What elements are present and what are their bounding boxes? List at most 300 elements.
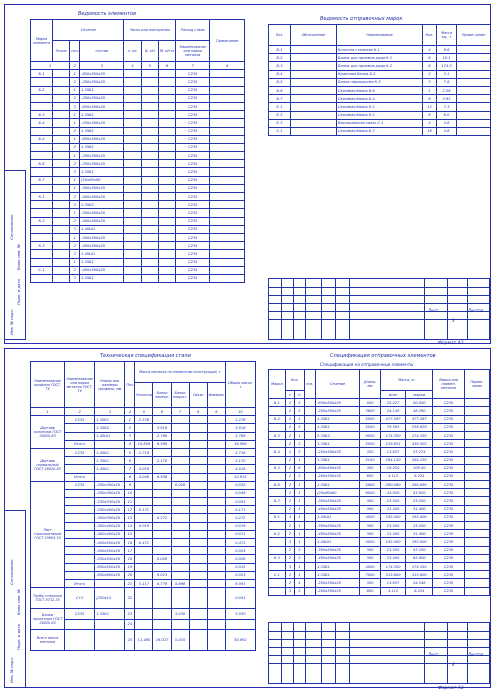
mass-each-cell: 192.000 xyxy=(381,513,406,521)
size-cell: -300x300x20 xyxy=(95,514,125,522)
t-cell: 1 xyxy=(285,415,294,423)
t-cell: 3 xyxy=(285,562,294,570)
note-cell xyxy=(210,119,245,127)
note-cell xyxy=(210,201,245,209)
pos-cell: 1 xyxy=(125,416,135,424)
metal-cell: С235 xyxy=(433,489,464,497)
empty-cell xyxy=(124,250,141,258)
table-row xyxy=(31,176,245,184)
n-cell: 1 xyxy=(295,481,304,489)
mark-cell: Б-2 xyxy=(269,415,286,423)
sketch-cell xyxy=(53,168,70,176)
mass-each-cell: 43.920 xyxy=(381,489,406,497)
mark-cell: Б-7 xyxy=(269,497,286,505)
section-cell: 1.35Б1 xyxy=(316,571,360,579)
note-cell xyxy=(210,160,245,168)
sketch-cell xyxy=(53,176,70,184)
empty-cell xyxy=(141,258,158,266)
qty-cell: 6 xyxy=(423,95,437,103)
columns-mass-cell: 10.859 xyxy=(135,440,153,448)
metal-cell: С235 xyxy=(433,554,464,562)
note-cell xyxy=(210,78,245,86)
metal-cell: С235 xyxy=(176,111,210,119)
columns-mass-cell: 0.471 xyxy=(135,539,153,547)
pos-cell: 2 xyxy=(70,94,80,102)
designation-cell xyxy=(291,54,337,62)
size-cell: [200x15 xyxy=(95,588,125,609)
mark-cell: Б-3 xyxy=(31,111,53,119)
metal-cell: С235 xyxy=(176,102,210,110)
metal-cell: С235 xyxy=(176,78,210,86)
empty-cell xyxy=(141,94,158,102)
total-mass-cell: 16.968 xyxy=(225,440,255,448)
n-cell: 1 xyxy=(295,489,304,497)
mass-each-cell: 23.550 xyxy=(381,546,406,554)
designation-cell xyxy=(291,78,337,86)
pos-cell xyxy=(304,456,316,464)
header-mark: Марка элемента xyxy=(31,20,53,62)
metal-cell: С235 xyxy=(176,70,210,78)
mass-each-cell: 4.112 xyxy=(381,587,406,595)
roof-mass-cell: 5.035 xyxy=(171,630,189,651)
length-cell: 300 xyxy=(360,497,381,505)
empty-cell xyxy=(207,481,225,489)
metal-cell: С235 xyxy=(176,86,210,94)
columns-mass-cell xyxy=(135,609,153,620)
table-row xyxy=(31,514,256,522)
empty-cell xyxy=(207,489,225,497)
pos-cell xyxy=(304,472,316,480)
header-cell: Приме-чание xyxy=(457,25,491,46)
pos-cell: 15 xyxy=(125,530,135,538)
length-cell: 600 xyxy=(360,587,381,595)
note-cell xyxy=(457,103,491,111)
length-cell: 4000 xyxy=(360,538,381,546)
length-cell: 300 xyxy=(360,554,381,562)
n-cell: 1 xyxy=(295,530,304,538)
mark-cell xyxy=(31,184,53,192)
header-row xyxy=(269,370,490,391)
length-cell: 9000 xyxy=(360,431,381,439)
qty-cell: 4 xyxy=(423,46,437,54)
pos-cell xyxy=(304,489,316,497)
profile-cell: Двутавр колонный ГОСТ 26020-83 xyxy=(31,416,65,449)
empty-cell xyxy=(141,184,158,192)
total-mass-cell: 0.019 xyxy=(225,522,255,530)
pos-cell: 25 xyxy=(125,630,135,651)
total-mass-cell: 2.276 xyxy=(225,416,255,424)
section-cell: 2.35Б2 xyxy=(80,201,124,209)
beams-mass-cell xyxy=(153,506,171,514)
metal-cell: С235 xyxy=(176,250,210,258)
metal-cell: С235 xyxy=(65,609,95,620)
header-count: Число или повторения xyxy=(124,20,176,41)
mass-each-cell: 174.350 xyxy=(381,431,406,439)
number-row xyxy=(31,408,256,416)
header-mass: Масса, кг xyxy=(381,370,433,391)
roof-mass-cell xyxy=(171,489,189,497)
metal-cell: С235 xyxy=(176,160,210,168)
pos-cell: 1 xyxy=(70,135,80,143)
empty-cell xyxy=(158,242,175,250)
mark-cell xyxy=(269,489,286,497)
metal-cell: С235 xyxy=(433,481,464,489)
table-row xyxy=(31,630,256,651)
column-number: 3 xyxy=(95,408,125,416)
mark-cell: С-1 xyxy=(269,571,286,579)
table-row xyxy=(269,54,491,62)
table-row xyxy=(31,78,245,86)
section-cell: 1.35Б1 xyxy=(80,274,124,282)
empty-cell xyxy=(124,266,141,274)
metal-cell xyxy=(65,522,95,530)
metal-cell: С235 xyxy=(176,119,210,127)
sketch-cell xyxy=(53,102,70,110)
mark-cell xyxy=(269,423,286,431)
mass-total-cell: 54.548 xyxy=(406,579,433,587)
subheader-sketch: Эскиз xyxy=(53,41,70,62)
section-cell: 1.35Б1 xyxy=(316,415,360,423)
length-cell: 7000 xyxy=(360,571,381,579)
length-cell: 600 xyxy=(360,472,381,480)
t-cell: 1 xyxy=(285,464,294,472)
n-cell: 1 xyxy=(295,431,304,439)
note-cell xyxy=(210,209,245,217)
beams-mass-cell xyxy=(153,609,171,620)
metal-cell xyxy=(65,514,95,522)
pos-cell: 13 xyxy=(125,514,135,522)
bracing-mass-cell xyxy=(189,555,207,563)
bracing-mass-cell xyxy=(189,579,207,587)
metal-cell: С235 xyxy=(433,513,464,521)
mass-total-cell: 62.800 xyxy=(406,554,433,562)
note-cell xyxy=(210,266,245,274)
profile-cell: Всего масса металла xyxy=(31,630,65,651)
qty-cell: 16 xyxy=(423,127,437,135)
total-mass-cell: 0.028 xyxy=(225,481,255,489)
size-cell: 1.40Ш1 xyxy=(95,432,125,440)
metal-cell: Итого xyxy=(65,473,95,481)
mark-cell xyxy=(31,258,53,266)
section-cell: -300x500x20 xyxy=(316,497,360,505)
table-row xyxy=(31,498,256,506)
table-row xyxy=(31,473,256,481)
length-cell: 6000 xyxy=(360,489,381,497)
name-cell: Вертикальная связь С-1 xyxy=(337,119,423,127)
t-cell: 1 xyxy=(285,497,294,505)
pos-cell xyxy=(304,464,316,472)
beams-mass-cell: 2.768 xyxy=(153,432,171,440)
table-row xyxy=(31,258,245,266)
pos-cell: 2 xyxy=(70,78,80,86)
metal-cell: Итого xyxy=(65,440,95,448)
columns-mass-cell xyxy=(135,481,153,489)
metal-cell xyxy=(65,457,95,465)
subheader-cell: Фахверк xyxy=(207,383,225,408)
bracing-mass-cell xyxy=(189,457,207,465)
table-row xyxy=(31,184,245,192)
empty-cell xyxy=(158,111,175,119)
pos-cell: 6 xyxy=(125,457,135,465)
column-number: 1 xyxy=(31,408,65,416)
table-row xyxy=(269,456,490,464)
metal-cell: С235 xyxy=(433,538,464,546)
empty-cell xyxy=(124,127,141,135)
metal-cell: С235 xyxy=(176,176,210,184)
bracing-mass-cell xyxy=(189,588,207,609)
n-cell: 1 xyxy=(295,571,304,579)
n-cell: 2 xyxy=(295,399,304,407)
mass-total-cell: 174.350 xyxy=(406,562,433,570)
number-row xyxy=(31,62,245,70)
pos-cell: 3 xyxy=(70,102,80,110)
table-row xyxy=(31,432,256,440)
n-cell: 2 xyxy=(295,440,304,448)
header-cell: Масса ед., т xyxy=(437,25,457,46)
sketch-cell xyxy=(53,233,70,241)
empty-cell xyxy=(141,233,158,241)
mass-each-cell: 477.267 xyxy=(381,415,406,423)
columns-mass-cell: 4.046 xyxy=(135,473,153,481)
mass-each-cell: 192.000 xyxy=(381,538,406,546)
mark-cell: С-1 xyxy=(31,266,53,274)
empty-cell xyxy=(158,258,175,266)
metal-cell xyxy=(65,571,95,579)
section-cell: -300x500x20 xyxy=(316,522,360,530)
pos-cell: 18 xyxy=(125,555,135,563)
empty-cell xyxy=(207,547,225,555)
note-cell xyxy=(464,489,489,497)
metal-cell: С235 xyxy=(176,217,210,225)
size-cell: -550x550x20 xyxy=(95,555,125,563)
size-cell xyxy=(95,579,125,587)
columns-mass-cell xyxy=(135,555,153,563)
pos-cell: Б-3 xyxy=(269,62,291,70)
empty-cell xyxy=(158,78,175,86)
header-length: Длина, мм xyxy=(360,370,381,399)
bracing-mass-cell xyxy=(189,465,207,473)
subheader-cell: н xyxy=(295,391,304,399)
metal-cell xyxy=(65,630,95,651)
designation-cell xyxy=(291,127,337,135)
roof-mass-cell xyxy=(171,563,189,571)
section-cell: -400x500x20 xyxy=(316,505,360,513)
empty-cell xyxy=(124,201,141,209)
bracing-mass-cell xyxy=(189,481,207,489)
section-cell: 1.35Б1 xyxy=(80,127,124,135)
empty-cell xyxy=(158,250,175,258)
table-row xyxy=(269,431,490,439)
beams-mass-cell: 0.026 xyxy=(153,555,171,563)
mark-cell xyxy=(31,94,53,102)
mark-cell xyxy=(269,505,286,513)
metal-cell: С235 xyxy=(433,431,464,439)
mark-cell: Б-6 xyxy=(269,481,286,489)
pos-cell: 3 xyxy=(125,432,135,440)
roof-mass-cell xyxy=(171,571,189,579)
mass-total-cell: 109.50 xyxy=(406,464,433,472)
bottom-left-table xyxy=(30,361,256,651)
table-row xyxy=(269,119,491,127)
table-row xyxy=(31,465,256,473)
empty-cell xyxy=(124,160,141,168)
mass-total-cell: 238.628 xyxy=(406,423,433,431)
table-row xyxy=(31,119,245,127)
note-cell xyxy=(210,176,245,184)
pos-cell: 7 xyxy=(125,465,135,473)
columns-mass-cell xyxy=(135,588,153,609)
mark-cell xyxy=(31,143,53,151)
columns-mass-cell xyxy=(135,498,153,506)
metal-cell: С235 xyxy=(176,242,210,250)
beams-mass-cell xyxy=(153,465,171,473)
columns-mass-cell xyxy=(135,514,153,522)
pos-cell: 21 xyxy=(125,579,135,587)
metal-cell: С235 xyxy=(176,184,210,192)
note-cell xyxy=(464,472,489,480)
bottom-side-label-3: Взам. инв. № xyxy=(16,589,21,615)
empty-cell xyxy=(124,70,141,78)
note-cell xyxy=(464,538,489,546)
qty-cell: 3 xyxy=(423,78,437,86)
empty-cell xyxy=(124,274,141,282)
column-number: 9 xyxy=(207,408,225,416)
pos-cell: 2 xyxy=(70,266,80,274)
metal-cell: С235 xyxy=(433,587,464,595)
top-title-block xyxy=(268,278,490,340)
t-cell: 1 xyxy=(285,448,294,456)
name-cell: Связевая балка Б-7 xyxy=(337,127,423,135)
beams-mass-cell: 0.776 xyxy=(153,579,171,587)
total-mass-cell: 0.011 xyxy=(225,530,255,538)
t-cell: 1 xyxy=(285,489,294,497)
pos-cell: 14 xyxy=(125,522,135,530)
t-cell: 3 xyxy=(285,513,294,521)
metal-cell: С235 xyxy=(176,274,210,282)
pos-cell: 1 xyxy=(70,70,80,78)
pos-cell: 11 xyxy=(125,498,135,506)
bracing-mass-cell xyxy=(189,563,207,571)
beams-mass-cell: 0.272 xyxy=(153,514,171,522)
designation-cell xyxy=(291,119,337,127)
column-number: 4 xyxy=(125,408,135,416)
n-cell: 1 xyxy=(295,513,304,521)
table-row xyxy=(31,547,256,555)
empty-cell xyxy=(207,440,225,448)
pos-cell: 8 xyxy=(125,473,135,481)
empty-cell xyxy=(207,465,225,473)
sketch-cell xyxy=(53,160,70,168)
subheader-metal: Наименование или марка металла xyxy=(176,41,210,62)
mass-each-cell: 24.140 xyxy=(381,407,406,415)
bracing-mass-cell xyxy=(189,609,207,620)
metal-cell xyxy=(65,547,95,555)
table-row xyxy=(269,513,490,521)
mark-cell xyxy=(31,209,53,217)
mass-total-cell: 31.400 xyxy=(406,530,433,538)
table-row xyxy=(269,415,490,423)
total-mass-cell: 2.768 xyxy=(225,432,255,440)
columns-mass-cell xyxy=(135,619,153,630)
table-row xyxy=(31,233,245,241)
roof-mass-cell xyxy=(171,473,189,481)
pos-cell: 1 xyxy=(70,233,80,241)
note-cell xyxy=(464,415,489,423)
note-cell xyxy=(464,562,489,570)
empty-cell xyxy=(141,201,158,209)
mark-cell xyxy=(31,233,53,241)
section-cell: 1.35Б1 xyxy=(80,143,124,151)
section-cell: 1.40Ш1 xyxy=(80,225,124,233)
column-number: 7 xyxy=(176,62,210,70)
pos-cell xyxy=(304,407,316,415)
mass-total-cell: 8.224 xyxy=(406,587,433,595)
pos-cell: 3 xyxy=(70,168,80,176)
empty-cell xyxy=(158,127,175,135)
mark-cell xyxy=(269,579,286,587)
subheader-composition: состав xyxy=(80,41,124,62)
n-cell: 2 xyxy=(295,554,304,562)
empty-cell xyxy=(124,193,141,201)
length-cell: 300 xyxy=(360,530,381,538)
empty-cell xyxy=(124,135,141,143)
section-cell: 1.35Б1 xyxy=(80,258,124,266)
empty-cell xyxy=(124,102,141,110)
metal-cell: С235 xyxy=(65,481,95,489)
table-row xyxy=(31,201,245,209)
note-cell xyxy=(210,152,245,160)
mass-total-cell: 47.100 xyxy=(406,546,433,554)
pos-cell: 10 xyxy=(125,489,135,497)
bottom-side-strip xyxy=(4,510,26,688)
metal-cell: С235 xyxy=(433,571,464,579)
pos-cell: 1 xyxy=(70,184,80,192)
metal-cell: С235 xyxy=(433,562,464,570)
columns-mass-cell: 2.276 xyxy=(135,416,153,424)
bracing-mass-cell xyxy=(189,489,207,497)
pos-cell: 1 xyxy=(70,86,80,94)
pos-cell: К-2 xyxy=(269,111,291,119)
sketch-cell xyxy=(53,94,70,102)
section-cell: 1.35Б1 xyxy=(80,168,124,176)
mass-cell: 10.1 xyxy=(437,54,457,62)
n-cell: 2 xyxy=(295,472,304,480)
empty-cell xyxy=(158,217,175,225)
t-cell: 2 xyxy=(285,530,294,538)
mark-cell xyxy=(269,522,286,530)
table-row xyxy=(31,571,256,579)
table-row xyxy=(31,457,256,465)
metal-cell: С235 xyxy=(176,266,210,274)
pos-cell xyxy=(304,505,316,513)
mark-cell xyxy=(31,274,53,282)
size-cell: 1.45Б1 xyxy=(95,465,125,473)
empty-cell xyxy=(158,266,175,274)
table-row xyxy=(31,217,245,225)
bottom-right-table xyxy=(268,369,490,596)
size-cell: -200x300x20 xyxy=(95,489,125,497)
n-cell: 2 xyxy=(295,448,304,456)
t-cell: 3 xyxy=(285,538,294,546)
beams-mass-cell: 16.027 xyxy=(153,630,171,651)
note-cell xyxy=(210,274,245,282)
note-cell xyxy=(210,168,245,176)
mass-each-cell: 79.563 xyxy=(381,423,406,431)
empty-cell xyxy=(207,448,225,456)
pos-cell: 9 xyxy=(125,481,135,489)
note-cell xyxy=(464,399,489,407)
section-cell: -400x500x20 xyxy=(80,193,124,201)
